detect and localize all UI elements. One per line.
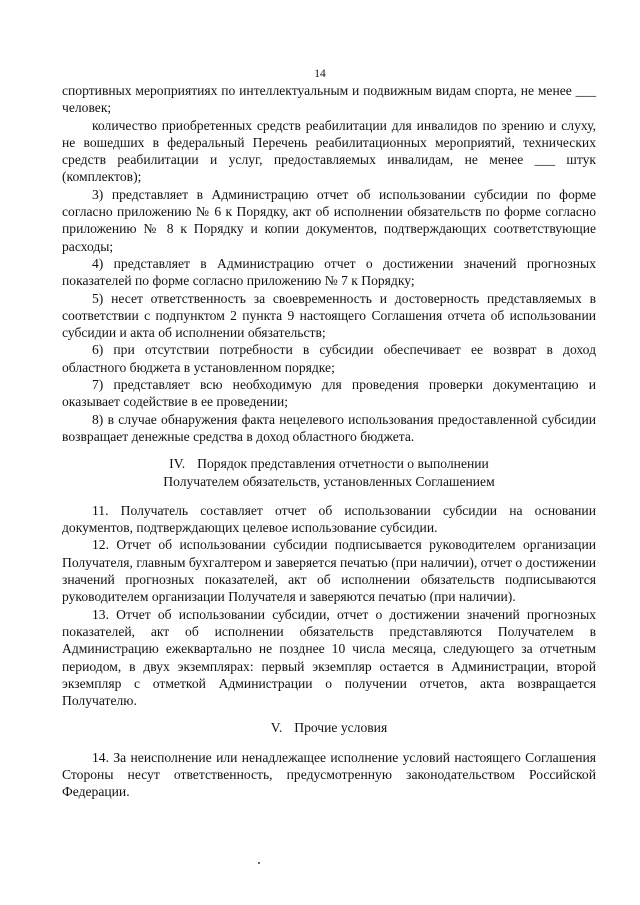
section-4-number: IV. (169, 456, 186, 472)
section-4-heading (62, 455, 596, 490)
section-5-heading (62, 719, 596, 736)
paragraph-item-5: 5) несет ответственность за своевременность и достоверность представляемых в соответствии с подпунктом 2 пункта 9 настоящего Соглашения отчета об использовании субсидии и акта об исполнении обязательств; (62, 290, 596, 341)
section-4-title-line2: Получателем обязательств, установленных Соглашением (163, 473, 495, 489)
paragraph-item-7: 7) представляет всю необходимую для проведения проверки документацию и оказывает содействие в ее проведении; (62, 377, 596, 410)
section-5-title: Прочие условия (294, 720, 388, 736)
scan-dot (258, 862, 260, 864)
paragraph-continuation: спортивных мероприятиях по интеллектуальным и подвижным видам спорта, не менее ___ человек; (62, 83, 596, 116)
paragraph-12: 12. Отчет об использовании субсидии подписывается руководителем организации Получателя, главным бухгалтером и заверяется печатью (при наличии), отчет о достижении значений прогнозных показателей, акт об исполнении обязательств подписываются руководителем организации Получателя и заверяются печатью (при наличии). (62, 537, 596, 605)
paragraph-item-4: 4) представляет в Администрацию отчет о достижении значений прогнозных показателей по форме согласно приложению № 7 к Порядку; (62, 255, 596, 289)
paragraph-14: 14. За неисполнение или ненадлежащее исполнение условий настоящего Соглашения Стороны несут ответственность, предусмотренную законодательством Российской Федерации. (62, 749, 596, 800)
paragraph-11: 11. Получатель составляет отчет об использовании субсидии на основании документов, подтверждающих целевое использование субсидии. (62, 502, 596, 536)
page-number: 14 (314, 68, 326, 80)
paragraph-item-6: 6) при отсутствии потребности в субсидии обеспечивает ее возврат в доход областного бюджета в установленном порядке; (62, 342, 596, 375)
paragraph-13: 13. Отчет об использовании субсидии, отчет о достижении значений прогнозных показателей, акт об исполнении обязательств представляются Получателем в Администрацию ежеквартально не позднее 10 числа месяца, следующего за отчетным периодом, в двух экземплярах: первый экземпляр остается в Администрации, второй экземпляр с отметкой Администрации о получении отчетов, акта возвращается Получателю. (62, 606, 596, 709)
section-5-number: V. (270, 720, 283, 736)
paragraph-item-3: 3) представляет в Администрацию отчет об использовании субсидии по форме согласно приложению № 6 к Порядку, акт об исполнении обязательств по форме согласно приложению № 8 к Порядку и копии документов, подтверждающих соответствующие расходы; (62, 186, 596, 254)
paragraph-item-8: 8) в случае обнаружения факта нецелевого использования предоставленной субсидии возвращает денежные средства в доход областного бюджета. (62, 411, 596, 444)
paragraph-rehab-means: количество приобретенных средств реабилитации для инвалидов по зрению и слуху, не вошедших в федеральный Перечень реабилитационных мероприятий, технических средств реабилитации и услуг, предоставляемых инвалидам, не менее ___ штук (комплектов); (62, 117, 596, 185)
document-body (62, 82, 596, 801)
section-4-title-line1: Порядок представления отчетности о выполнении (197, 456, 489, 472)
